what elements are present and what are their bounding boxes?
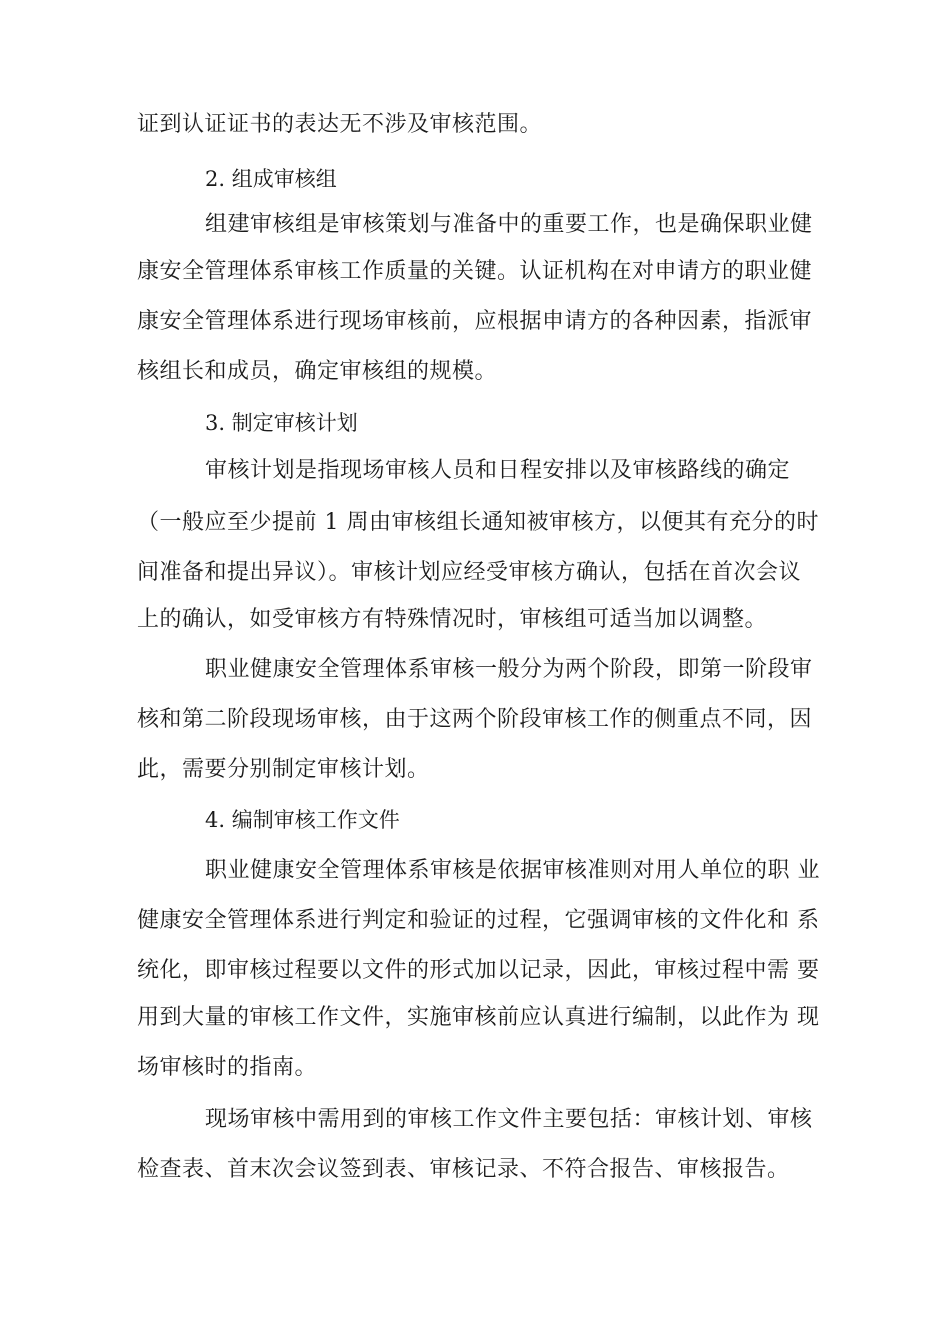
section-heading-2: 2. 组成审核组: [205, 167, 337, 191]
paragraph-line: （一般应至少提前 1 周由审核组长通知被审核方，以便其有充分的时: [137, 510, 819, 535]
paragraph-line: 职业健康安全管理体系审核是依据审核准则对用人单位的职 业: [205, 858, 820, 883]
paragraph-line: 核组长和成员，确定审核组的规模。: [137, 359, 498, 384]
paragraph-line: 场审核时的指南。: [137, 1055, 318, 1080]
paragraph-line: 此，需要分别制定审核计划。: [137, 757, 430, 782]
paragraph-line: 检查表、首末次会议签到表、审核记录、不符合报告、审核报告。: [137, 1157, 790, 1182]
section-heading-3: 3. 制定审核计划: [205, 411, 358, 435]
paragraph-line: 康安全管理体系审核工作质量的关键。认证机构在对申请方的职业健: [137, 259, 813, 284]
paragraph-line: 统化，即审核过程要以文件的形式加以记录，因此，审核过程中需 要: [137, 958, 820, 983]
paragraph-line: 康安全管理体系进行现场审核前，应根据申请方的各种因素，指派审: [137, 309, 813, 334]
paragraph-line: 现场审核中需用到的审核工作文件主要包括：审核计划、审核: [205, 1107, 813, 1132]
paragraph-line: 上的确认，如受审核方有特殊情况时，审核组可适当加以调整。: [137, 607, 768, 632]
paragraph-line: 健康安全管理体系进行判定和验证的过程，它强调审核的文件化和 系: [137, 908, 820, 933]
section-heading-4: 4. 编制审核工作文件: [205, 808, 400, 832]
paragraph-line: 审核计划是指现场审核人员和日程安排以及审核路线的确定: [205, 458, 791, 483]
paragraph-line: 证到认证证书的表达无不涉及审核范围。: [137, 112, 543, 137]
paragraph-line: 核和第二阶段现场审核，由于这两个阶段审核工作的侧重点不同，因: [137, 707, 813, 732]
paragraph-line: 间准备和提出异议）。审核计划应经受审核方确认，包括在首次会议: [137, 560, 802, 585]
paragraph-line: 组建审核组是审核策划与准备中的重要工作，也是确保职业健: [205, 212, 813, 237]
paragraph-line: 用到大量的审核工作文件，实施审核前应认真进行编制，以此作为 现: [137, 1005, 820, 1030]
paragraph-line: 职业健康安全管理体系审核一般分为两个阶段，即第一阶段审: [205, 657, 813, 682]
